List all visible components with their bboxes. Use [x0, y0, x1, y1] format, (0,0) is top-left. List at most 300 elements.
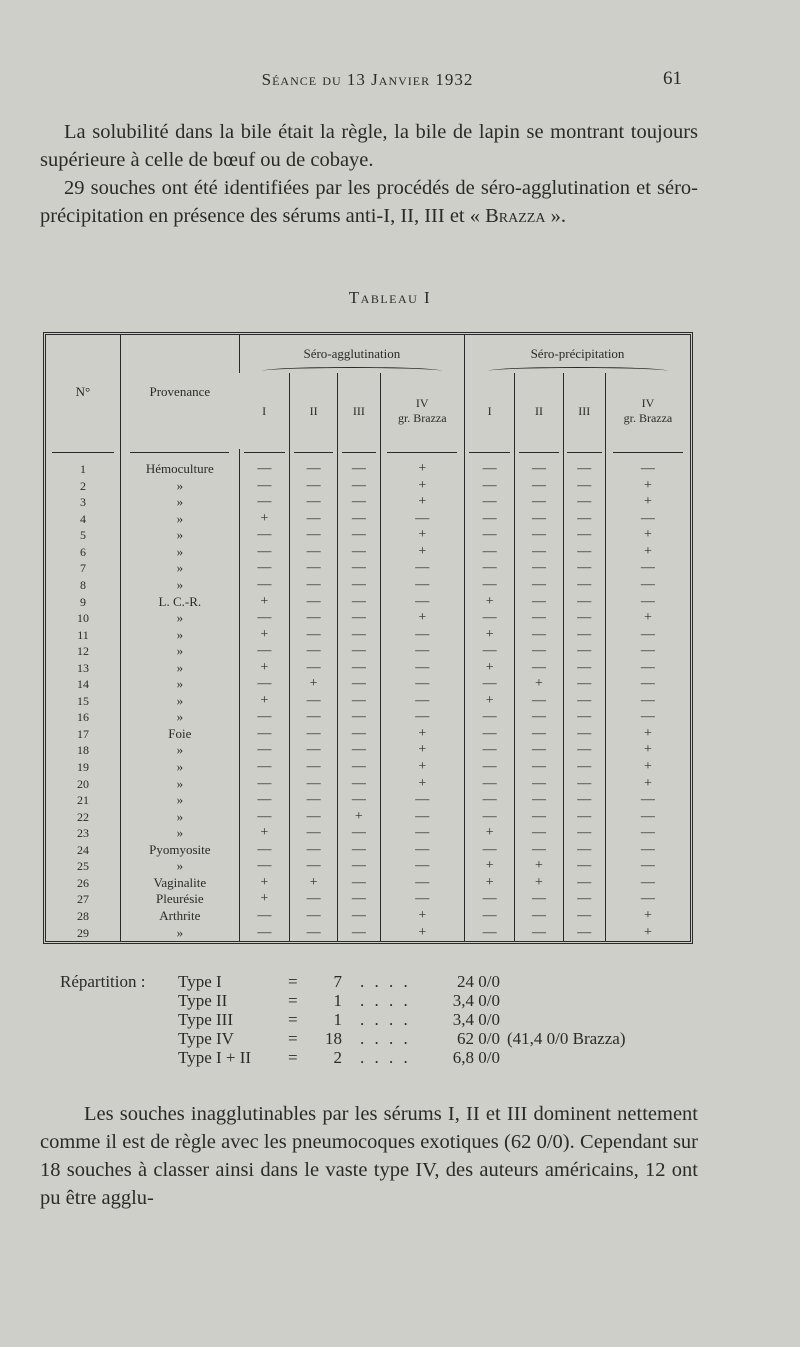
cell-result: — [239, 709, 289, 726]
cell-result: + [239, 627, 289, 644]
cell-result: — [239, 726, 289, 743]
cell-result: — [380, 891, 465, 908]
cell-number: 8 [79, 577, 86, 592]
cell-result: — [338, 560, 380, 577]
repartition-percent: 62 0/0 [457, 1029, 500, 1048]
cell-result: — [380, 676, 465, 693]
cell-result: — [515, 792, 563, 809]
cell-result: — [338, 627, 380, 644]
table-body [46, 449, 690, 941]
cell-result: — [338, 478, 380, 495]
cell-result: — [289, 478, 337, 495]
cell-result: — [380, 709, 465, 726]
cell-number: 6 [79, 544, 86, 559]
intro-paragraph [40, 118, 698, 230]
cell-result: — [289, 709, 337, 726]
cell-result: — [563, 457, 605, 478]
cell-result: + [380, 759, 465, 776]
cell-result: — [239, 643, 289, 660]
cell-result: — [563, 858, 605, 875]
cell-result: — [605, 693, 690, 710]
cell-result: — [515, 593, 563, 610]
cell-result: — [239, 759, 289, 776]
cell-result: — [338, 494, 380, 511]
cell-result: + [380, 494, 465, 511]
cell-result: — [239, 742, 289, 759]
cell-result: — [515, 908, 563, 925]
table-row [46, 891, 690, 908]
cell-provenance: Vaginalite [120, 875, 239, 892]
table-row [46, 660, 690, 677]
cell-number: 3 [79, 495, 86, 510]
cell-result: — [338, 775, 380, 792]
cell-number: 24 [76, 842, 89, 857]
cell-result: + [465, 660, 515, 677]
cell-provenance: » [120, 775, 239, 792]
cell-result: — [563, 593, 605, 610]
cell-result: — [289, 610, 337, 627]
header-prec-IV-bottom: gr. Brazza [623, 411, 673, 425]
cell-result: — [515, 511, 563, 528]
cell-provenance: Foie [120, 726, 239, 743]
cell-result: + [380, 775, 465, 792]
cell-result: — [515, 544, 563, 561]
cell-provenance: » [120, 577, 239, 594]
cell-number: 5 [79, 528, 86, 543]
closing-paragraph [40, 1100, 698, 1212]
header-provenance: Provenance [120, 335, 239, 449]
cell-result: — [465, 560, 515, 577]
cell-result: — [515, 560, 563, 577]
cell-result: — [338, 527, 380, 544]
cell-result: + [380, 742, 465, 759]
cell-result: — [563, 676, 605, 693]
cell-result: — [338, 577, 380, 594]
repartition-dots: . . . . [360, 1048, 411, 1067]
cell-number: 4 [79, 511, 86, 526]
cell-result: — [515, 775, 563, 792]
cell-number: 11 [77, 627, 89, 642]
cell-provenance: » [120, 924, 239, 941]
cell-result: — [239, 842, 289, 859]
cell-result: + [605, 544, 690, 561]
table-row [46, 825, 690, 842]
cell-result: + [380, 544, 465, 561]
cell-result: — [515, 709, 563, 726]
header-prec-IV [605, 373, 690, 449]
cell-result: + [605, 759, 690, 776]
cell-provenance: » [120, 709, 239, 726]
cell-result: — [515, 693, 563, 710]
cell-number: 10 [76, 611, 89, 626]
cell-result: — [563, 759, 605, 776]
cell-result: + [380, 908, 465, 925]
cell-result: + [465, 627, 515, 644]
header-agg-II: II [289, 373, 337, 449]
cell-result: — [465, 809, 515, 826]
cell-number: 29 [76, 925, 89, 940]
cell-result: — [289, 457, 337, 478]
repartition-type: Type II [178, 991, 228, 1010]
cell-result: — [338, 924, 380, 941]
cell-result: — [289, 511, 337, 528]
cell-result: — [289, 825, 337, 842]
cell-result: + [605, 494, 690, 511]
cell-result: + [605, 775, 690, 792]
cell-provenance: Pleurésie [120, 891, 239, 908]
cell-result: — [465, 610, 515, 627]
cell-result: + [605, 924, 690, 941]
cell-result: — [563, 660, 605, 677]
repartition-type: Type I + II [178, 1048, 252, 1067]
repartition-percent: 24 0/0 [457, 972, 500, 991]
cell-provenance: » [120, 610, 239, 627]
cell-result: — [465, 759, 515, 776]
cell-result: — [338, 660, 380, 677]
cell-result: — [289, 726, 337, 743]
cell-result: — [563, 627, 605, 644]
cell-result: + [380, 478, 465, 495]
repartition-equals: = [288, 1010, 298, 1029]
page-number: 61 [663, 68, 682, 89]
cell-result: — [465, 726, 515, 743]
cell-number: 19 [76, 760, 89, 774]
cell-provenance: Pyomyosite [120, 842, 239, 859]
cell-result: + [289, 676, 337, 693]
header-agg-IV-bottom: gr. Brazza [397, 411, 447, 425]
cell-provenance: » [120, 527, 239, 544]
table-caption: Tableau I [348, 288, 432, 307]
repartition-equals: = [288, 991, 298, 1010]
cell-result: — [289, 924, 337, 941]
cell-result: — [289, 775, 337, 792]
cell-result: — [239, 908, 289, 925]
cell-result: — [338, 511, 380, 528]
cell-result: — [338, 726, 380, 743]
cell-result: — [239, 792, 289, 809]
cell-result: — [338, 544, 380, 561]
header-agg-III: III [338, 373, 380, 449]
cell-result: — [605, 842, 690, 859]
cell-result: — [239, 457, 289, 478]
cell-provenance: » [120, 643, 239, 660]
table-row [46, 775, 690, 792]
cell-result: — [338, 742, 380, 759]
cell-number: 12 [76, 644, 89, 659]
header-rule-row [46, 449, 690, 457]
brace-precipitation [488, 367, 668, 375]
cell-result: + [239, 693, 289, 710]
table-row [46, 858, 690, 875]
cell-result: — [239, 527, 289, 544]
cell-result: + [289, 875, 337, 892]
cell-result: — [605, 593, 690, 610]
cell-result: — [289, 660, 337, 677]
cell-result: + [605, 908, 690, 925]
cell-number: 28 [76, 908, 89, 923]
cell-result: — [605, 660, 690, 677]
table-row [46, 544, 690, 561]
cell-result: — [563, 891, 605, 908]
cell-result: — [563, 544, 605, 561]
cell-result: — [515, 825, 563, 842]
table-row [46, 610, 690, 627]
repartition-type: Type I [178, 972, 222, 991]
header-agg-IV [380, 373, 465, 449]
cell-number: 7 [79, 561, 86, 576]
cell-result: + [239, 511, 289, 528]
cell-result: — [289, 527, 337, 544]
cell-result: + [239, 593, 289, 610]
table-row [46, 494, 690, 511]
intro-line-1: La solubilité dans la bile était la règle, la bile de lapin se montrant toujours supérieure à celle de bœuf ou de cobaye. [40, 121, 698, 171]
cell-provenance: Hémoculture [120, 457, 239, 478]
cell-result: — [338, 693, 380, 710]
cell-result: + [239, 825, 289, 842]
cell-number: 23 [76, 826, 89, 841]
table-row [46, 908, 690, 925]
cell-result: — [465, 527, 515, 544]
cell-result: — [465, 494, 515, 511]
header-agg-I: I [262, 403, 267, 418]
cell-result: — [239, 775, 289, 792]
cell-result: — [380, 858, 465, 875]
cell-result: — [239, 610, 289, 627]
cell-result: — [239, 676, 289, 693]
cell-result: — [563, 560, 605, 577]
cell-result: — [563, 742, 605, 759]
cell-result: — [289, 742, 337, 759]
cell-result: — [380, 593, 465, 610]
cell-number: 27 [76, 892, 89, 907]
cell-result: — [465, 842, 515, 859]
cell-result: — [605, 511, 690, 528]
table-row [46, 511, 690, 528]
cell-result: — [605, 457, 690, 478]
cell-result: — [563, 693, 605, 710]
cell-result: — [289, 809, 337, 826]
cell-provenance: » [120, 660, 239, 677]
cell-result: — [605, 891, 690, 908]
cell-result: — [515, 494, 563, 511]
table-row [46, 809, 690, 826]
repartition-count: 18 [325, 1029, 342, 1048]
repartition-equals: = [288, 1029, 298, 1048]
cell-result: — [289, 643, 337, 660]
cell-provenance: L. C.-R. [120, 593, 239, 610]
cell-provenance: » [120, 478, 239, 495]
cell-result: + [605, 527, 690, 544]
cell-result: — [380, 875, 465, 892]
repartition-count: 7 [333, 972, 342, 991]
header-precipitation-label: Séro-précipitation [530, 346, 625, 361]
repartition-percent: 3,4 0/0 [452, 991, 500, 1010]
cell-result: — [605, 809, 690, 826]
cell-result: + [380, 610, 465, 627]
cell-result: — [563, 792, 605, 809]
cell-result: — [563, 809, 605, 826]
cell-provenance: » [120, 825, 239, 842]
cell-result: — [380, 643, 465, 660]
results-table-frame [43, 332, 693, 944]
cell-result: — [465, 908, 515, 925]
cell-result: + [605, 610, 690, 627]
cell-result: — [338, 908, 380, 925]
repartition-dots: . . . . [360, 972, 411, 991]
repartition-dots: . . . . [360, 991, 411, 1010]
cell-result: + [338, 809, 380, 826]
cell-result: — [289, 693, 337, 710]
table-row [46, 643, 690, 660]
cell-result: — [380, 792, 465, 809]
cell-result: — [289, 792, 337, 809]
cell-result: — [515, 924, 563, 941]
cell-result: — [515, 809, 563, 826]
cell-provenance: » [120, 560, 239, 577]
cell-result: — [289, 858, 337, 875]
cell-result: — [563, 875, 605, 892]
cell-result: — [563, 775, 605, 792]
cell-result: — [380, 511, 465, 528]
cell-result: — [380, 627, 465, 644]
cell-result: — [515, 643, 563, 660]
cell-result: — [465, 709, 515, 726]
closing-text: Les souches inagglutinables par les sérums I, II et III dominent nettement comme il est de règle avec les pneumocoques exotiques (62 0/0). Cependant sur 18 souches à classer ainsi dans le vaste type IV, des auteurs américains, 12 ont pu être agglu- [40, 1103, 698, 1209]
cell-result: — [289, 544, 337, 561]
cell-number: 16 [76, 710, 89, 725]
cell-result: — [380, 577, 465, 594]
repartition-label: Répartition : [60, 972, 146, 991]
cell-result: — [465, 742, 515, 759]
header-prec-III: III [563, 373, 605, 449]
repartition-type: Type IV [178, 1029, 234, 1048]
cell-result: — [338, 610, 380, 627]
repartition-count: 1 [333, 1010, 342, 1029]
cell-number: 22 [76, 809, 89, 824]
running-title: Séance du 13 Janvier 1932 [261, 70, 474, 89]
repartition-note: (41,4 0/0 Brazza) [507, 1029, 626, 1048]
cell-result: — [289, 627, 337, 644]
cell-result: — [563, 908, 605, 925]
cell-result: — [239, 478, 289, 495]
cell-result: — [239, 544, 289, 561]
repartition-equals: = [288, 1048, 298, 1067]
cell-number: 26 [76, 875, 89, 890]
cell-result: — [338, 858, 380, 875]
cell-result: — [465, 577, 515, 594]
cell-result: — [515, 577, 563, 594]
cell-number: 17 [76, 726, 89, 741]
cell-result: + [239, 660, 289, 677]
cell-result: — [465, 676, 515, 693]
cell-result: + [380, 527, 465, 544]
cell-result: — [515, 627, 563, 644]
cell-result: — [239, 494, 289, 511]
cell-result: — [563, 610, 605, 627]
header-agglutination-label: Séro-agglutination [303, 346, 401, 361]
cell-result: — [605, 792, 690, 809]
cell-result: — [563, 825, 605, 842]
cell-result: + [605, 742, 690, 759]
cell-result: + [465, 593, 515, 610]
cell-result: + [380, 726, 465, 743]
cell-result: + [465, 858, 515, 875]
cell-provenance: » [120, 792, 239, 809]
table-row [46, 759, 690, 776]
repartition-count: 2 [333, 1048, 342, 1067]
cell-result: — [338, 709, 380, 726]
cell-result: — [338, 759, 380, 776]
cell-result: + [515, 875, 563, 892]
header-agglutination [239, 335, 464, 373]
cell-result: — [239, 560, 289, 577]
cell-result: — [380, 660, 465, 677]
cell-provenance: » [120, 858, 239, 875]
cell-result: — [338, 842, 380, 859]
table-row [46, 742, 690, 759]
cell-result: — [380, 842, 465, 859]
repartition-percent: 6,8 0/0 [452, 1048, 500, 1067]
table-row [46, 709, 690, 726]
cell-result: — [563, 842, 605, 859]
brace-agglutination [262, 367, 442, 375]
cell-result: — [380, 693, 465, 710]
cell-number: 18 [76, 743, 89, 758]
cell-result: — [605, 858, 690, 875]
table-row [46, 527, 690, 544]
header-prec-IV-top: IV [641, 396, 655, 410]
cell-result: + [465, 693, 515, 710]
cell-result: — [605, 577, 690, 594]
cell-result: — [465, 924, 515, 941]
cell-result: — [465, 891, 515, 908]
cell-provenance: » [120, 544, 239, 561]
cell-result: — [338, 891, 380, 908]
cell-result: — [338, 875, 380, 892]
cell-number: 2 [79, 478, 86, 493]
table-row [46, 693, 690, 710]
cell-result: — [563, 494, 605, 511]
cell-result: — [563, 643, 605, 660]
cell-provenance: » [120, 676, 239, 693]
cell-result: — [289, 908, 337, 925]
cell-result: — [289, 891, 337, 908]
cell-result: — [338, 676, 380, 693]
header-precipitation [465, 335, 690, 373]
cell-result: — [239, 924, 289, 941]
table-row [46, 577, 690, 594]
cell-result: — [380, 560, 465, 577]
table-row [46, 924, 690, 941]
cell-result: — [465, 792, 515, 809]
cell-result: — [605, 875, 690, 892]
table-row [46, 676, 690, 693]
cell-result: — [563, 924, 605, 941]
cell-result: — [605, 643, 690, 660]
cell-result: — [239, 809, 289, 826]
cell-provenance: » [120, 693, 239, 710]
cell-provenance: » [120, 511, 239, 528]
repartition-dots: . . . . [360, 1029, 411, 1048]
table-row [46, 478, 690, 495]
cell-number: 21 [76, 793, 89, 808]
cell-result: + [465, 875, 515, 892]
intro-line-2: 29 souches ont été identifiées par les procédés de séro-agglutination et séro-précipitation en présence des sérums anti-I, II, III et « [40, 177, 698, 227]
cell-provenance: » [120, 742, 239, 759]
cell-result: — [515, 891, 563, 908]
repartition-equals: = [288, 972, 298, 991]
cell-result: — [605, 560, 690, 577]
